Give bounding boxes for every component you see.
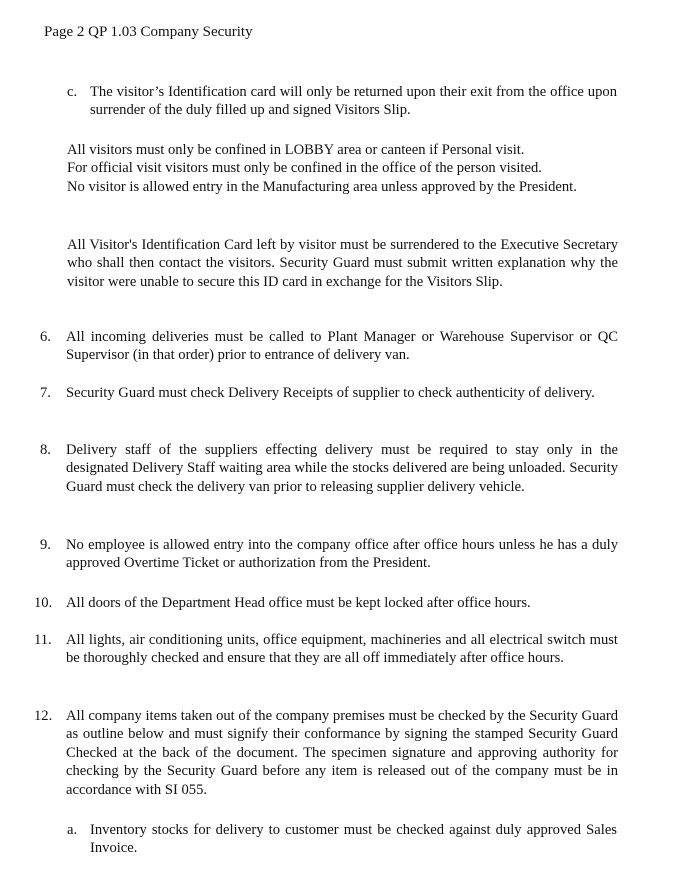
visitor-rule-official: For official visit visitors must only be confined in the office of the person visited. (67, 160, 542, 177)
list-item-text: All doors of the Department Head office must be kept locked after office hours. (66, 595, 531, 611)
visitor-rule-lobby: All visitors must only be confined in LOBBY area or canteen if Personal visit. (67, 142, 525, 158)
visitor-rule-manufacturing: No visitor is allowed entry in the Manufacturing area unless approved by the President. (67, 178, 577, 195)
list-item-6 (40, 328, 618, 365)
sub-item-a-label: a. (67, 822, 78, 838)
id-card-paragraph: All Visitor's Identification Card left by visitor must be surrendered to the Executive Secretary who shall then contact the visitors. Security Guard must submit written explanation why the visitor were unable to secure this ID card in exchange for the Visitors Slip. (67, 237, 618, 290)
list-item-number: 11. (34, 632, 52, 648)
list-item-text: All lights, air conditioning units, office equipment, machineries and all electrical switch must be thoroughly checked and ensure that they are all off immediately after office hours. (66, 632, 618, 667)
sub-item-a-text: Inventory stocks for delivery to customer must be checked against duly approved Sales Invoice. (90, 822, 617, 857)
list-item-12 (34, 707, 618, 799)
page-header: Page 2 QP 1.03 Company Security (44, 24, 253, 40)
list-item-7 (40, 384, 618, 402)
list-item-text: Security Guard must check Delivery Receipts of supplier to check authenticity of delivery. (66, 385, 595, 401)
sub-item-c-text: The visitor’s Identification card will only be returned upon their exit from the office upon surrender of the duly filled up and signed Visitors Slip. (90, 84, 617, 119)
list-item-text: Delivery staff of the suppliers effecting delivery must be required to stay only in the designated Delivery Staff waiting area while the stocks delivered are being unloaded. Security Guard must check the delivery van prior to releasing supplier delivery vehicle. (66, 442, 618, 495)
list-item-9 (40, 536, 618, 573)
list-item-number: 12. (34, 708, 53, 724)
list-item-8 (40, 441, 618, 496)
list-item-11 (34, 631, 618, 668)
list-item-number: 8. (40, 442, 51, 458)
sub-item-c-label: c. (67, 84, 78, 100)
list-item-number: 7. (40, 385, 51, 401)
list-item-text: All company items taken out of the company premises must be checked by the Security Guard as outline below and must signify their conformance by signing the stamped Security Guard Checked at the back of the document. The specimen signature and approving authority for checking by the Security Guard before any item is released out of the company must be in accordance with SI 055. (66, 708, 618, 798)
list-item-text: No employee is allowed entry into the company office after office hours unless he has a duly approved Overtime Ticket or authorization from the President. (66, 537, 618, 572)
sub-item-c (67, 83, 617, 120)
list-item-number: 6. (40, 329, 51, 345)
sub-item-a (67, 821, 617, 858)
visitor-rules-paragraph (67, 141, 618, 196)
list-item-number: 10. (34, 595, 53, 611)
list-item-10 (34, 594, 618, 612)
list-item-text: All incoming deliveries must be called to Plant Manager or Warehouse Supervisor or QC Supervisor (in that order) prior to entrance of delivery van. (66, 329, 618, 364)
list-item-number: 9. (40, 537, 51, 553)
